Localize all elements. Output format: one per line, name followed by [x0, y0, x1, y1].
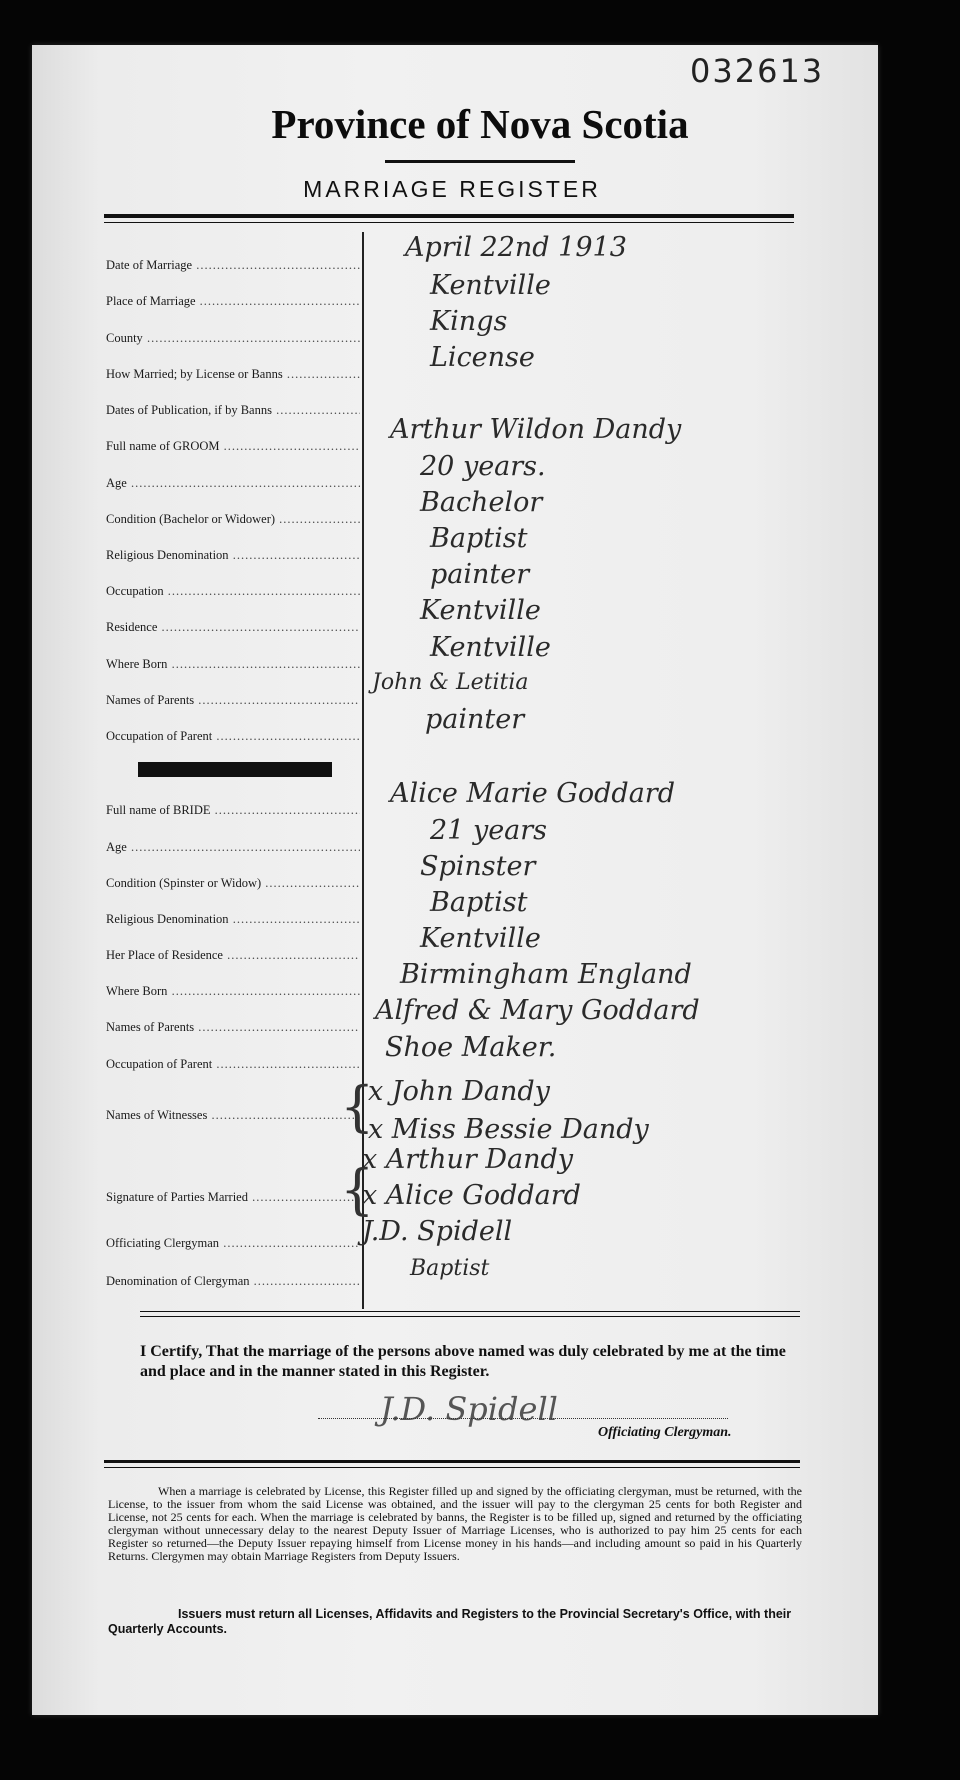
- field-label-groom-occupation: Occupation .....: [106, 584, 360, 599]
- value-how-married: License: [430, 342, 535, 373]
- value-signature-bride: x Alice Goddard: [362, 1180, 581, 1211]
- value-groom-parent-occupation: painter: [425, 704, 525, 735]
- field-label-groom-parent-occupation: Occupation of Parent .....: [106, 729, 360, 744]
- field-label-bride-residence: Her Place of Residence .....: [106, 948, 360, 963]
- value-place-of-marriage: Kentville: [430, 270, 551, 301]
- field-label-bride-birthplace: Where Born .....: [106, 984, 360, 999]
- certify-top-rule: [140, 1311, 800, 1312]
- witnesses-brace: {: [340, 1075, 375, 1138]
- value-bride-name: Alice Marie Goddard: [390, 778, 675, 809]
- certification-statement: [140, 1342, 810, 1382]
- value-bride-religion: Baptist: [430, 887, 528, 918]
- value-witness-2: x Miss Bessie Dandy: [368, 1114, 649, 1145]
- value-bride-age: 21 years: [430, 815, 548, 846]
- field-label-signature-parties: Signature of Parties Married .....: [106, 1190, 360, 1205]
- value-bride-residence: Kentville: [420, 923, 541, 954]
- field-label-groom-residence: Residence .....: [106, 620, 360, 635]
- field-label-bride-parent-occupation: Occupation of Parent .....: [106, 1057, 360, 1072]
- field-label-bride-name: Full name of BRIDE .....: [106, 803, 360, 818]
- value-groom-birthplace: Kentville: [430, 632, 551, 663]
- value-bride-condition: Spinster: [420, 851, 536, 882]
- field-label-clergyman-denomination: Denomination of Clergyman .....: [106, 1274, 360, 1289]
- field-label-groom-condition: Condition (Bachelor or Widower) .....: [106, 512, 360, 527]
- top-rule-thin: [104, 222, 794, 223]
- value-bride-birthplace: Birmingham England: [400, 959, 692, 990]
- page-title: Province of Nova Scotia: [271, 101, 689, 147]
- value-witness-1: x John Dandy: [368, 1076, 550, 1107]
- value-officiating-clergyman: J.D. Spidell: [362, 1216, 513, 1247]
- instructions-paragraph: [108, 1485, 802, 1563]
- field-label-groom-parents: Names of Parents .....: [106, 693, 360, 708]
- value-groom-residence: Kentville: [420, 595, 541, 626]
- field-label-place-of-marriage: Place of Marriage .....: [106, 294, 360, 309]
- certify-top-rule-2: [140, 1316, 800, 1317]
- field-label-groom-birthplace: Where Born .....: [106, 657, 360, 672]
- signature-line: [318, 1418, 728, 1419]
- issuers-note: Issuers must return all Licenses, Affidavits and Registers to the Provincial Secretary's Office, with their Quarterly Accounts.: [108, 1607, 792, 1636]
- value-groom-parents: John & Letitia: [372, 670, 529, 695]
- title-rule: [385, 160, 575, 163]
- field-label-bride-age: Age .....: [106, 840, 360, 855]
- field-label-groom-age: Age .....: [106, 476, 360, 491]
- field-label-groom-name: Full name of GROOM .....: [106, 439, 360, 454]
- instructions-top-rule-thin: [104, 1467, 800, 1468]
- field-label-date-of-marriage: Date of Marriage .....: [106, 258, 360, 273]
- value-signature-groom: x Arthur Dandy: [362, 1144, 574, 1175]
- certify-lead: I Certify,: [140, 1343, 203, 1360]
- value-groom-age: 20 years.: [420, 451, 546, 482]
- field-label-bride-parents: Names of Parents .....: [106, 1020, 360, 1035]
- value-groom-occupation: painter: [430, 559, 530, 590]
- top-rule: [104, 214, 794, 218]
- value-clergyman-denomination: Baptist: [410, 1256, 490, 1281]
- certify-text: That the marriage of the persons above named was duly celebrated by me at the time and place and in the manner stated in this Register.: [140, 1343, 786, 1380]
- field-label-witnesses: Names of Witnesses .....: [106, 1108, 360, 1123]
- value-date-of-marriage: April 22nd 1913: [405, 232, 627, 263]
- document-number: 032613: [690, 52, 825, 90]
- signature-caption: Officiating Clergyman.: [598, 1425, 732, 1440]
- value-county: Kings: [430, 306, 508, 337]
- clergyman-signature: J.D. Spidell: [380, 1390, 558, 1428]
- field-label-bride-condition: Condition (Spinster or Widow) .....: [106, 876, 360, 891]
- form-subtitle: MARRIAGE REGISTER: [303, 176, 601, 202]
- value-groom-name: Arthur Wildon Dandy: [390, 414, 682, 445]
- signatures-brace: {: [340, 1158, 375, 1221]
- value-groom-religion: Baptist: [430, 523, 528, 554]
- instructions-top-rule: [104, 1460, 800, 1463]
- field-label-county: County .....: [106, 331, 360, 346]
- instructions-text: When a marriage is celebrated by License, this Register filled up and signed by the officiating clergyman, must be returned, with the License, to the issuer from whom the said License was obtained, and the issuer will pay to the clergyman 25 cents for both Register and License, not 25 cents for each. When the marriage is celebrated by banns, the Register is to be filled up, signed and returned by the officiating clergyman without unnecessary delay to the nearest Deputy Issuer of Marriage Licenses, who is authorized to pay him 25 cents for each Register so returned—the Deputy Issuer repaying himself from License money in his hands—and including amount so paid in his Quarterly Returns. Clergymen may obtain Marriage Registers from Deputy Issuers.: [108, 1484, 802, 1563]
- field-label-how-married: How Married; by License or Banns .....: [106, 367, 360, 382]
- field-label-officiating-clergyman: Officiating Clergyman .....: [106, 1236, 360, 1251]
- section-divider-bar: [138, 762, 332, 777]
- field-label-dates-of-publication: Dates of Publication, if by Banns .....: [106, 403, 360, 418]
- field-label-bride-religion: Religious Denomination .....: [106, 912, 360, 927]
- value-groom-condition: Bachelor: [420, 487, 543, 518]
- value-bride-parents: Alfred & Mary Goddard: [375, 995, 700, 1026]
- value-bride-parent-occupation: Shoe Maker.: [385, 1032, 557, 1063]
- field-label-groom-religion: Religious Denomination .....: [106, 548, 360, 563]
